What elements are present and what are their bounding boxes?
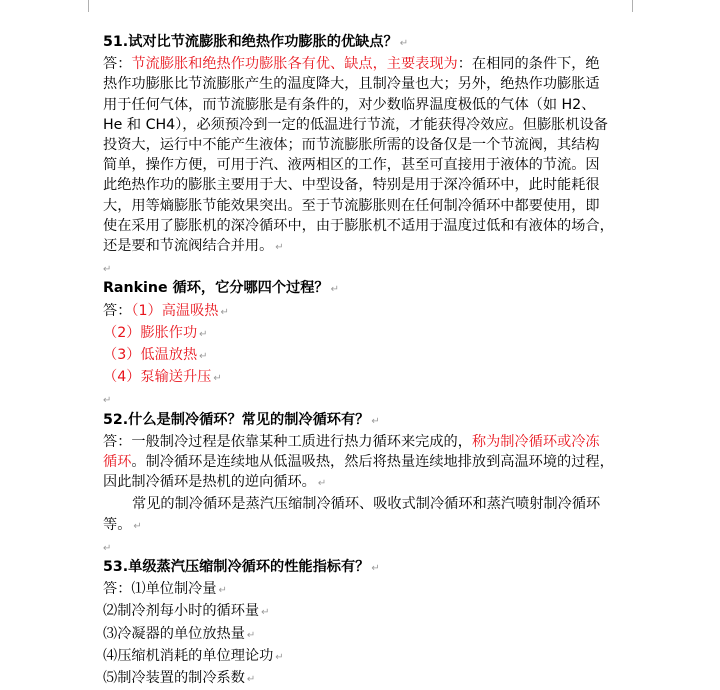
paragraph-mark: ↵ [218, 585, 227, 597]
paragraph-mark: ↵ [103, 395, 112, 407]
q51-answer-text: 节流膨胀和绝热作功膨胀各有优、缺点，主要表现为 [131, 56, 458, 73]
q53-indicators [103, 601, 633, 690]
q53-answer-line [103, 579, 633, 601]
q51-answer-text: 简单，操作方便，可用于汽、液两相区的工作，甚至可直接用于液体的节流。因 [103, 157, 600, 174]
blank-line [103, 258, 633, 278]
paragraph-mark: ↵ [399, 38, 409, 49]
paragraph-mark: ↵ [246, 674, 256, 686]
q51-answer-line [103, 196, 633, 216]
paragraph-mark: ↵ [199, 328, 208, 340]
q51-title: 51.试对比节流膨胀和绝热作功膨胀的优缺点？ [103, 34, 398, 50]
paragraph-mark: ↵ [330, 284, 340, 296]
q53-indicator-1: ⑴单位制冷量 [131, 581, 217, 598]
q51-answer-text: 大，用等熵膨胀节能效果突出。至于节流膨胀则在任何制冷循环中都要使用，即 [103, 197, 600, 214]
paragraph-mark: ↵ [199, 351, 208, 363]
q51-answer [103, 54, 633, 258]
q53-heading [103, 557, 633, 579]
paragraph-mark: ↵ [275, 242, 284, 254]
rankine-step [103, 345, 633, 367]
q51-answer-text: 此绝热作功的膨胀主要用于大、中型设备，特别是用于深冷循环中，此时能耗很 [103, 177, 600, 194]
paragraph-mark: ↵ [317, 478, 327, 490]
q53-indicator [103, 624, 633, 646]
q52-answer-line [103, 452, 633, 472]
q51-answer-text: He 和 CH4），必须预冷到一定的低温进行节流，才能获得冷效应。但膨胀机设备 [103, 116, 608, 133]
paragraph-mark: ↵ [371, 415, 380, 427]
rankine-answer-line [103, 301, 633, 323]
q51-answer-line [103, 236, 633, 258]
paragraph-mark: ↵ [103, 542, 112, 554]
q52-answer-text: 。制冷循环是连续地从低温吸热，然后将热量连续地排放到高温环境的过程， [131, 454, 614, 471]
q51-answer-text: 使在采用了膨胀机的深冷循环中，由于膨胀机不适用于温度过低和有液体的场合， [103, 217, 614, 234]
paragraph-mark: ↵ [246, 629, 256, 641]
answer-prefix: 答： [103, 302, 132, 319]
q53-indicator-text: ⑵制冷剂每小时的循环量 [103, 603, 260, 620]
rankine-step [103, 367, 633, 389]
q53-indicator-text: ⑶冷凝器的单位放热量 [103, 625, 245, 642]
blank-line [103, 537, 633, 557]
blank-line [103, 389, 633, 409]
paragraph-mark: ↵ [213, 373, 222, 385]
q52-common-text-end: 等。 [103, 516, 132, 533]
q52-answer-text: 称为制冷循环或冷冻 [471, 433, 600, 450]
q51-answer-line [103, 155, 633, 175]
rankine-step-text: （2）膨胀作功 [103, 324, 198, 341]
q52-title: 52.什么是制冷循环？常见的制冷循环有？ [103, 411, 370, 428]
q53-indicator-text: ⑸制冷装置的制冷系数 [103, 670, 245, 687]
rankine-steps [103, 323, 633, 390]
rankine-title: Rankine 循环，它分哪四个过程？ [103, 280, 329, 297]
rankine-step-text: （4）泵输送升压 [103, 369, 212, 386]
q51-answer-text: 投资大，运行中不能产生液体；而节流膨胀所需的设备仅是一个节流阀，其结构 [103, 137, 600, 154]
paragraph-mark: ↵ [103, 264, 112, 276]
q52-answer [103, 432, 633, 495]
paragraph-mark: ↵ [220, 306, 229, 318]
q51-answer-text: ：在相同的条件下，绝 [457, 56, 600, 73]
q52-answer-text: 循环 [103, 454, 132, 471]
q52-common-line-end [103, 515, 633, 537]
rankine-step [103, 323, 633, 345]
paragraph-mark: ↵ [371, 563, 380, 575]
q51-answer-text: 用于任何气体，而节流膨胀是有条件的，对少数临界温度极低的气体（如 H2、 [103, 96, 596, 113]
q52-answer-text: 答：一般制冷过程是依靠某种工质进行热力循环来完成的， [103, 433, 472, 450]
q51-answer-line [103, 115, 633, 135]
q51-answer-text: 还是要和节流阀结合并用。 [103, 238, 274, 255]
q51-answer-line [103, 95, 633, 115]
q52-heading [103, 410, 633, 432]
q52-answer-line [103, 432, 633, 452]
document-page [103, 32, 633, 690]
paragraph-mark: ↵ [133, 520, 142, 532]
answer-prefix: 答： [103, 581, 132, 598]
paragraph-mark: ↵ [275, 651, 284, 663]
q53-indicator [103, 646, 633, 668]
q51-answer-text: 热作功膨胀比节流膨胀产生的温度降大，且制冷量也大；另外，绝热作功膨胀适 [103, 76, 600, 93]
crop-mark-right [632, 0, 633, 12]
q51-answer-line [103, 135, 633, 155]
q51-answer-line [103, 54, 633, 74]
q52-common-line [103, 494, 633, 514]
q52-answer-text: 因此制冷循环是热机的逆向循环。 [103, 474, 316, 491]
q51-answer-line [103, 74, 633, 94]
crop-mark-left [88, 0, 89, 12]
paragraph-mark: ↵ [261, 607, 270, 619]
rankine-step-text: （3）低温放热 [103, 347, 198, 364]
q53-title: 53.单级蒸汽压缩制冷循环的性能指标有？ [103, 559, 370, 576]
q51-heading [103, 32, 633, 54]
q53-indicator-text: ⑷压缩机消耗的单位理论功 [103, 647, 274, 664]
q52-common-text: 常见的制冷循环是蒸汽压缩制冷循环、吸收式制冷循环和蒸汽喷射制冷循环 [132, 496, 601, 513]
q53-indicator [103, 668, 633, 690]
q51-answer-text: 答： [103, 56, 132, 73]
rankine-heading [103, 278, 633, 300]
rankine-step-1: （1）高温吸热 [131, 302, 219, 319]
q51-answer-line [103, 175, 633, 195]
q53-indicator [103, 601, 633, 623]
q51-answer-line [103, 216, 633, 236]
q52-answer-line [103, 472, 633, 494]
